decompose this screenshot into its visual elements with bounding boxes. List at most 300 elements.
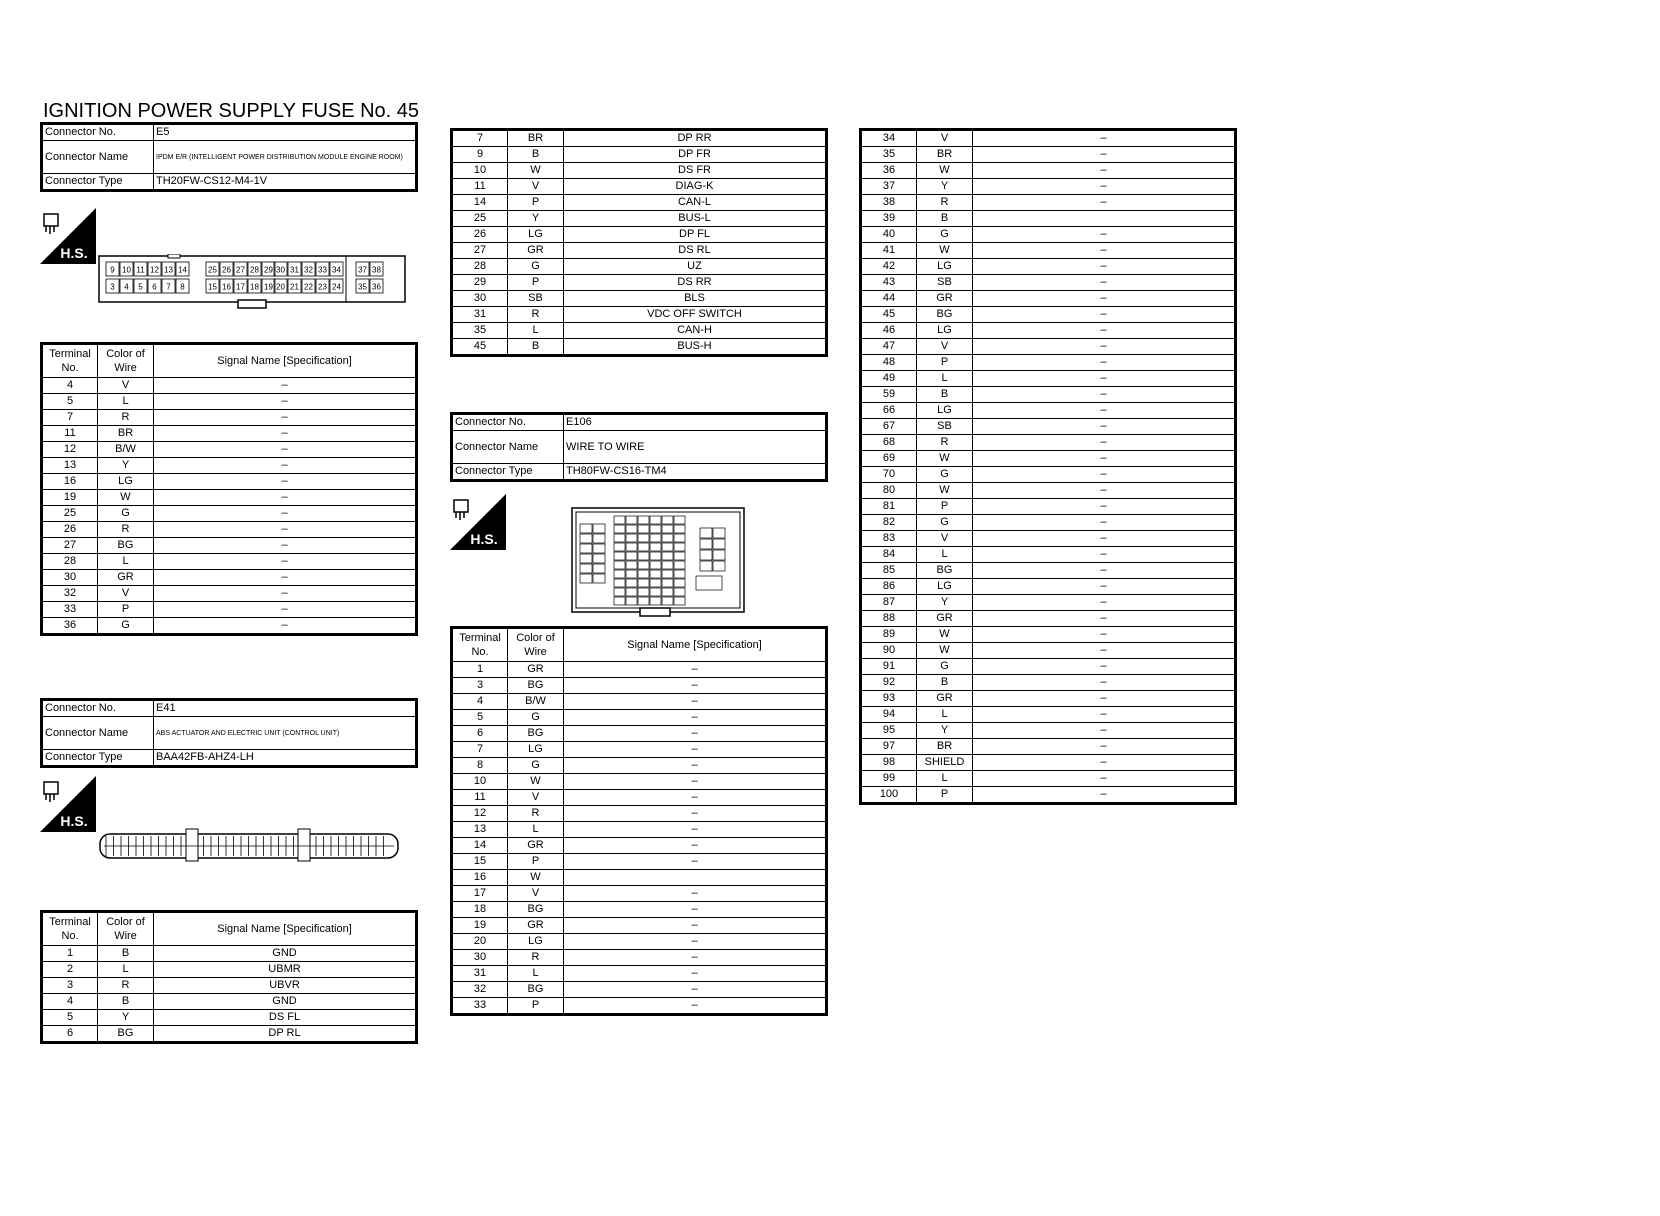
pin-cell bbox=[580, 564, 592, 573]
wire-color-cell: G bbox=[508, 758, 564, 774]
terminal-no-cell: 26 bbox=[42, 522, 98, 538]
header-color: Color of Wire bbox=[98, 344, 154, 378]
table-row bbox=[861, 659, 1236, 675]
wire-color-cell: P bbox=[508, 195, 564, 211]
wire-color-cell: P bbox=[508, 998, 564, 1015]
signal-name-cell: UBVR bbox=[154, 978, 417, 994]
connector-no: E41 bbox=[154, 700, 417, 717]
table-row bbox=[861, 579, 1236, 595]
pin-cell bbox=[638, 552, 649, 560]
wire-color-cell: B/W bbox=[508, 694, 564, 710]
terminal-no-cell: 13 bbox=[42, 458, 98, 474]
terminal-no-cell: 4 bbox=[452, 694, 508, 710]
terminal-no-cell: 34 bbox=[861, 130, 917, 147]
signal-name-cell: DS RL bbox=[564, 243, 827, 259]
wire-color-cell: B bbox=[98, 994, 154, 1010]
pin-label: 6 bbox=[152, 282, 157, 292]
signal-name-cell: – bbox=[564, 918, 827, 934]
table-row bbox=[861, 627, 1236, 643]
table-row bbox=[452, 243, 827, 259]
signal-name-cell: – bbox=[973, 387, 1236, 403]
label: Connector Type bbox=[42, 174, 154, 191]
pin-label: 27 bbox=[236, 265, 245, 275]
pin-cell bbox=[650, 543, 661, 551]
signal-name-cell: – bbox=[564, 774, 827, 790]
terminal-no-cell: 11 bbox=[42, 426, 98, 442]
header-signal: Signal Name [Specification] bbox=[154, 344, 417, 378]
wire-color-cell: G bbox=[917, 467, 973, 483]
table-row bbox=[452, 918, 827, 934]
terminal-no-cell: 19 bbox=[42, 490, 98, 506]
table-row bbox=[42, 618, 417, 635]
pin-cell bbox=[662, 561, 673, 569]
table-row bbox=[861, 611, 1236, 627]
signal-name-cell: – bbox=[564, 678, 827, 694]
terminal-no-cell: 9 bbox=[452, 147, 508, 163]
e41-connector-face bbox=[98, 826, 400, 866]
pin-label: 4 bbox=[124, 282, 129, 292]
terminal-no-cell: 91 bbox=[861, 659, 917, 675]
wire-color-cell: W bbox=[917, 643, 973, 659]
signal-name-cell: GND bbox=[154, 946, 417, 962]
signal-name-cell: – bbox=[973, 275, 1236, 291]
terminal-no-cell: 40 bbox=[861, 227, 917, 243]
pin-cell bbox=[638, 597, 649, 605]
signal-name-cell: UZ bbox=[564, 259, 827, 275]
wire-color-cell: R bbox=[98, 522, 154, 538]
terminal-no-cell: 13 bbox=[452, 822, 508, 838]
pin-cell bbox=[614, 534, 625, 542]
terminal-no-cell: 5 bbox=[452, 710, 508, 726]
terminal-no-cell: 85 bbox=[861, 563, 917, 579]
wire-color-cell: LG bbox=[508, 227, 564, 243]
hs-label: H.S. bbox=[60, 813, 88, 829]
table-row bbox=[861, 435, 1236, 451]
pin-cell bbox=[700, 528, 712, 538]
pin-cell bbox=[593, 564, 605, 573]
pin-cell bbox=[674, 543, 685, 551]
connector-type: BAA42FB-AHZ4-LH bbox=[154, 750, 417, 767]
table-row bbox=[861, 130, 1236, 147]
wire-color-cell: R bbox=[917, 435, 973, 451]
terminal-no-cell: 2 bbox=[42, 962, 98, 978]
header-terminal: Terminal No. bbox=[452, 628, 508, 662]
wire-color-cell: V bbox=[508, 790, 564, 806]
pin-cell bbox=[593, 544, 605, 553]
terminal-no-cell: 16 bbox=[452, 870, 508, 886]
table-row bbox=[861, 163, 1236, 179]
wire-color-cell: L bbox=[917, 771, 973, 787]
label: Connector Name bbox=[452, 431, 564, 464]
e5-info bbox=[40, 122, 418, 192]
pin-cell bbox=[626, 597, 637, 605]
signal-name-cell: DS FL bbox=[154, 1010, 417, 1026]
terminal-no-cell: 70 bbox=[861, 467, 917, 483]
wire-color-cell: GR bbox=[917, 691, 973, 707]
terminal-no-cell: 83 bbox=[861, 531, 917, 547]
pin-cell bbox=[626, 525, 637, 533]
table-row bbox=[452, 323, 827, 339]
terminal-no-cell: 27 bbox=[42, 538, 98, 554]
table-row bbox=[861, 755, 1236, 771]
table-row bbox=[452, 307, 827, 323]
terminal-no-cell: 5 bbox=[42, 1010, 98, 1026]
wire-color-cell: BR bbox=[917, 147, 973, 163]
signal-name-cell: – bbox=[973, 771, 1236, 787]
pin-label: 19 bbox=[264, 282, 273, 292]
pin-cell bbox=[580, 574, 592, 583]
table-row bbox=[452, 790, 827, 806]
terminal-no-cell: 88 bbox=[861, 611, 917, 627]
pin-cell bbox=[674, 597, 685, 605]
e106-terminal-table bbox=[450, 626, 828, 1016]
signal-name-cell: – bbox=[564, 886, 827, 902]
pin-cell bbox=[650, 552, 661, 560]
table-row bbox=[861, 739, 1236, 755]
terminal-no-cell: 17 bbox=[452, 886, 508, 902]
terminal-no-cell: 30 bbox=[452, 950, 508, 966]
signal-name-cell: – bbox=[564, 934, 827, 950]
terminal-no-cell: 36 bbox=[42, 618, 98, 635]
signal-name-cell: – bbox=[154, 458, 417, 474]
wire-color-cell: W bbox=[917, 627, 973, 643]
e106-terminal-table-cont bbox=[859, 128, 1237, 805]
signal-name-cell: – bbox=[154, 426, 417, 442]
signal-name-cell: – bbox=[973, 707, 1236, 723]
signal-name-cell: – bbox=[564, 854, 827, 870]
terminal-no-cell: 11 bbox=[452, 790, 508, 806]
signal-name-cell: – bbox=[564, 694, 827, 710]
pin-label: 13 bbox=[164, 265, 173, 275]
pin-cell bbox=[674, 534, 685, 542]
terminal-no-cell: 26 bbox=[452, 227, 508, 243]
terminal-no-cell: 33 bbox=[42, 602, 98, 618]
table-row bbox=[452, 870, 827, 886]
terminal-no-cell: 69 bbox=[861, 451, 917, 467]
page-title: IGNITION POWER SUPPLY FUSE No. 45 bbox=[43, 100, 420, 122]
wire-color-cell: GR bbox=[98, 570, 154, 586]
terminal-no-cell: 44 bbox=[861, 291, 917, 307]
pin-cell bbox=[580, 534, 592, 543]
pin-label: 11 bbox=[136, 265, 145, 275]
pin-cell bbox=[662, 570, 673, 578]
terminal-no-cell: 36 bbox=[861, 163, 917, 179]
terminal-no-cell: 80 bbox=[861, 483, 917, 499]
pin-cell bbox=[638, 534, 649, 542]
header-signal: Signal Name [Specification] bbox=[154, 912, 417, 946]
wire-color-cell: G bbox=[98, 618, 154, 635]
pin-cell bbox=[662, 597, 673, 605]
label: Connector Name bbox=[42, 141, 154, 174]
signal-name-cell: DP FL bbox=[564, 227, 827, 243]
table-row bbox=[452, 998, 827, 1015]
signal-name-cell: – bbox=[564, 758, 827, 774]
signal-name-cell: – bbox=[564, 966, 827, 982]
pin-cell bbox=[614, 516, 625, 524]
wire-color-cell: L bbox=[917, 547, 973, 563]
table-row bbox=[452, 179, 827, 195]
pin-cell bbox=[614, 597, 625, 605]
pin-cell bbox=[638, 588, 649, 596]
wire-color-cell: BG bbox=[508, 726, 564, 742]
wire-color-cell: BG bbox=[917, 307, 973, 323]
table-row bbox=[42, 506, 417, 522]
wire-color-cell: LG bbox=[508, 934, 564, 950]
pin-label: 32 bbox=[304, 265, 313, 275]
table-row bbox=[861, 451, 1236, 467]
pin-label: 35 bbox=[358, 282, 367, 292]
signal-name-cell: – bbox=[973, 499, 1236, 515]
wire-color-cell: SB bbox=[917, 275, 973, 291]
signal-name-cell: VDC OFF SWITCH bbox=[564, 307, 827, 323]
wire-color-cell: BG bbox=[508, 902, 564, 918]
signal-name-cell: DIAG-K bbox=[564, 179, 827, 195]
terminal-no-cell: 81 bbox=[861, 499, 917, 515]
table-row bbox=[42, 410, 417, 426]
header-terminal: Terminal No. bbox=[42, 344, 98, 378]
table-row bbox=[861, 339, 1236, 355]
table-row bbox=[861, 675, 1236, 691]
hs-label: H.S. bbox=[470, 531, 498, 547]
pin-cell bbox=[614, 579, 625, 587]
wire-color-cell: GR bbox=[917, 611, 973, 627]
terminal-no-cell: 84 bbox=[861, 547, 917, 563]
signal-name-cell: – bbox=[973, 163, 1236, 179]
pin-label: 5 bbox=[138, 282, 143, 292]
wire-color-cell: V bbox=[98, 378, 154, 394]
signal-name-cell: – bbox=[154, 490, 417, 506]
wire-color-cell: B bbox=[98, 946, 154, 962]
pin-cell bbox=[700, 539, 712, 549]
wire-color-cell: B bbox=[508, 147, 564, 163]
wire-color-cell: W bbox=[508, 870, 564, 886]
wire-color-cell: V bbox=[917, 339, 973, 355]
terminal-no-cell: 8 bbox=[452, 758, 508, 774]
pin-cell bbox=[638, 579, 649, 587]
pin-cell bbox=[593, 574, 605, 583]
table-row bbox=[861, 307, 1236, 323]
pin-cell bbox=[580, 544, 592, 553]
header-color: Color of Wire bbox=[98, 912, 154, 946]
table-row bbox=[42, 570, 417, 586]
terminal-no-cell: 16 bbox=[42, 474, 98, 490]
signal-name-cell: – bbox=[564, 742, 827, 758]
pin-cell bbox=[713, 539, 725, 549]
wire-color-cell: P bbox=[508, 275, 564, 291]
wire-color-cell: Y bbox=[917, 595, 973, 611]
wire-color-cell: BR bbox=[98, 426, 154, 442]
table-row bbox=[861, 467, 1236, 483]
wire-color-cell: BG bbox=[917, 563, 973, 579]
signal-name-cell: BUS-L bbox=[564, 211, 827, 227]
signal-name-cell: – bbox=[154, 394, 417, 410]
terminal-no-cell: 67 bbox=[861, 419, 917, 435]
pin-cell bbox=[626, 552, 637, 560]
wire-color-cell: B bbox=[917, 211, 973, 227]
wire-color-cell: BR bbox=[917, 739, 973, 755]
wire-color-cell: SHIELD bbox=[917, 755, 973, 771]
terminal-no-cell: 94 bbox=[861, 707, 917, 723]
pin-cell bbox=[626, 588, 637, 596]
pin-cell bbox=[662, 516, 673, 524]
connector-type: TH80FW-CS16-TM4 bbox=[564, 464, 827, 481]
pin-cell bbox=[650, 516, 661, 524]
label: Connector Name bbox=[42, 717, 154, 750]
terminal-no-cell: 32 bbox=[42, 586, 98, 602]
pin-label: 29 bbox=[264, 265, 273, 275]
pin-label: 24 bbox=[332, 282, 341, 292]
signal-name-cell: – bbox=[154, 586, 417, 602]
table-row bbox=[452, 211, 827, 227]
pin-label: 38 bbox=[372, 265, 381, 275]
pin-cell bbox=[626, 543, 637, 551]
table-row bbox=[861, 275, 1236, 291]
signal-name-cell: – bbox=[154, 506, 417, 522]
table-row bbox=[452, 742, 827, 758]
wire-color-cell: LG bbox=[917, 579, 973, 595]
e106-connector-face bbox=[570, 506, 746, 618]
header-signal: Signal Name [Specification] bbox=[564, 628, 827, 662]
wire-color-cell: V bbox=[917, 130, 973, 147]
pin-cell bbox=[650, 534, 661, 542]
table-row bbox=[861, 387, 1236, 403]
terminal-no-cell: 59 bbox=[861, 387, 917, 403]
pin-cell bbox=[650, 588, 661, 596]
wire-color-cell: B bbox=[508, 339, 564, 356]
pin-cell bbox=[700, 550, 712, 560]
terminal-no-cell: 87 bbox=[861, 595, 917, 611]
terminal-no-cell: 29 bbox=[452, 275, 508, 291]
wire-color-cell: GR bbox=[508, 243, 564, 259]
terminal-no-cell: 20 bbox=[452, 934, 508, 950]
table-row bbox=[42, 522, 417, 538]
terminal-no-cell: 19 bbox=[452, 918, 508, 934]
signal-name-cell: – bbox=[973, 307, 1236, 323]
signal-name-cell: – bbox=[973, 323, 1236, 339]
pin-cell bbox=[662, 534, 673, 542]
signal-name-cell: – bbox=[973, 739, 1236, 755]
wire-color-cell: LG bbox=[917, 323, 973, 339]
terminal-no-cell: 5 bbox=[42, 394, 98, 410]
table-row bbox=[452, 886, 827, 902]
header-color: Color of Wire bbox=[508, 628, 564, 662]
terminal-no-cell: 42 bbox=[861, 259, 917, 275]
wire-color-cell: W bbox=[917, 243, 973, 259]
wire-color-cell: Y bbox=[98, 458, 154, 474]
pin-cell bbox=[626, 561, 637, 569]
terminal-no-cell: 3 bbox=[452, 678, 508, 694]
signal-name-cell: DS RR bbox=[564, 275, 827, 291]
wire-color-cell: L bbox=[917, 707, 973, 723]
wire-color-cell: V bbox=[98, 586, 154, 602]
pin-cell bbox=[713, 550, 725, 560]
wire-color-cell: W bbox=[98, 490, 154, 506]
pin-cell bbox=[580, 554, 592, 563]
table-row bbox=[861, 547, 1236, 563]
table-row bbox=[42, 490, 417, 506]
table-row bbox=[452, 678, 827, 694]
signal-name-cell: – bbox=[973, 419, 1236, 435]
signal-name-cell: – bbox=[564, 822, 827, 838]
signal-name-cell: – bbox=[973, 339, 1236, 355]
table-row bbox=[861, 691, 1236, 707]
label: Connector Type bbox=[42, 750, 154, 767]
signal-name-cell: – bbox=[973, 611, 1236, 627]
table-row bbox=[861, 723, 1236, 739]
pin-cell bbox=[626, 534, 637, 542]
signal-name-cell: – bbox=[564, 838, 827, 854]
wire-color-cell: LG bbox=[98, 474, 154, 490]
pin-cell bbox=[614, 552, 625, 560]
table-row bbox=[42, 978, 417, 994]
wire-color-cell: P bbox=[508, 854, 564, 870]
signal-name-cell: GND bbox=[154, 994, 417, 1010]
terminal-no-cell: 43 bbox=[861, 275, 917, 291]
pin-cell bbox=[696, 576, 722, 590]
wire-color-cell: BG bbox=[98, 1026, 154, 1043]
table-row bbox=[861, 211, 1236, 227]
table-row bbox=[42, 442, 417, 458]
table-row bbox=[452, 966, 827, 982]
terminal-no-cell: 35 bbox=[452, 323, 508, 339]
wire-color-cell: B bbox=[917, 387, 973, 403]
wire-color-cell: G bbox=[508, 710, 564, 726]
pin-cell bbox=[638, 525, 649, 533]
wire-color-cell: BR bbox=[508, 130, 564, 147]
table-row bbox=[861, 483, 1236, 499]
signal-name-cell: – bbox=[973, 467, 1236, 483]
signal-name-cell: – bbox=[973, 130, 1236, 147]
table-row bbox=[42, 378, 417, 394]
pin-cell bbox=[614, 561, 625, 569]
table-row bbox=[42, 426, 417, 442]
terminal-no-cell: 33 bbox=[452, 998, 508, 1015]
signal-name-cell: – bbox=[154, 410, 417, 426]
pin-cell bbox=[614, 570, 625, 578]
wire-color-cell: L bbox=[98, 554, 154, 570]
wire-color-cell: GR bbox=[508, 918, 564, 934]
table-row bbox=[452, 275, 827, 291]
pin-label: 14 bbox=[178, 265, 187, 275]
signal-name-cell: – bbox=[973, 563, 1236, 579]
terminal-no-cell: 46 bbox=[861, 323, 917, 339]
wire-color-cell: B/W bbox=[98, 442, 154, 458]
table-row bbox=[861, 499, 1236, 515]
table-row bbox=[861, 419, 1236, 435]
wire-color-cell: G bbox=[98, 506, 154, 522]
signal-name-cell: – bbox=[564, 998, 827, 1015]
terminal-no-cell: 45 bbox=[452, 339, 508, 356]
pin-cell bbox=[580, 524, 592, 533]
signal-name-cell: UBMR bbox=[154, 962, 417, 978]
table-row bbox=[861, 179, 1236, 195]
terminal-no-cell: 15 bbox=[452, 854, 508, 870]
terminal-no-cell: 30 bbox=[42, 570, 98, 586]
signal-name-cell: – bbox=[154, 602, 417, 618]
signal-name-cell: – bbox=[973, 259, 1236, 275]
signal-name-cell: – bbox=[564, 982, 827, 998]
signal-name-cell: DP FR bbox=[564, 147, 827, 163]
connector-type: TH20FW-CS12-M4-1V bbox=[154, 174, 417, 191]
connector-no: E106 bbox=[564, 414, 827, 431]
table-row bbox=[42, 1026, 417, 1043]
connector-no: E5 bbox=[154, 124, 417, 141]
wire-color-cell: V bbox=[508, 179, 564, 195]
table-row bbox=[452, 774, 827, 790]
signal-name-cell: – bbox=[154, 618, 417, 635]
pin-cell bbox=[662, 525, 673, 533]
terminal-no-cell: 25 bbox=[452, 211, 508, 227]
